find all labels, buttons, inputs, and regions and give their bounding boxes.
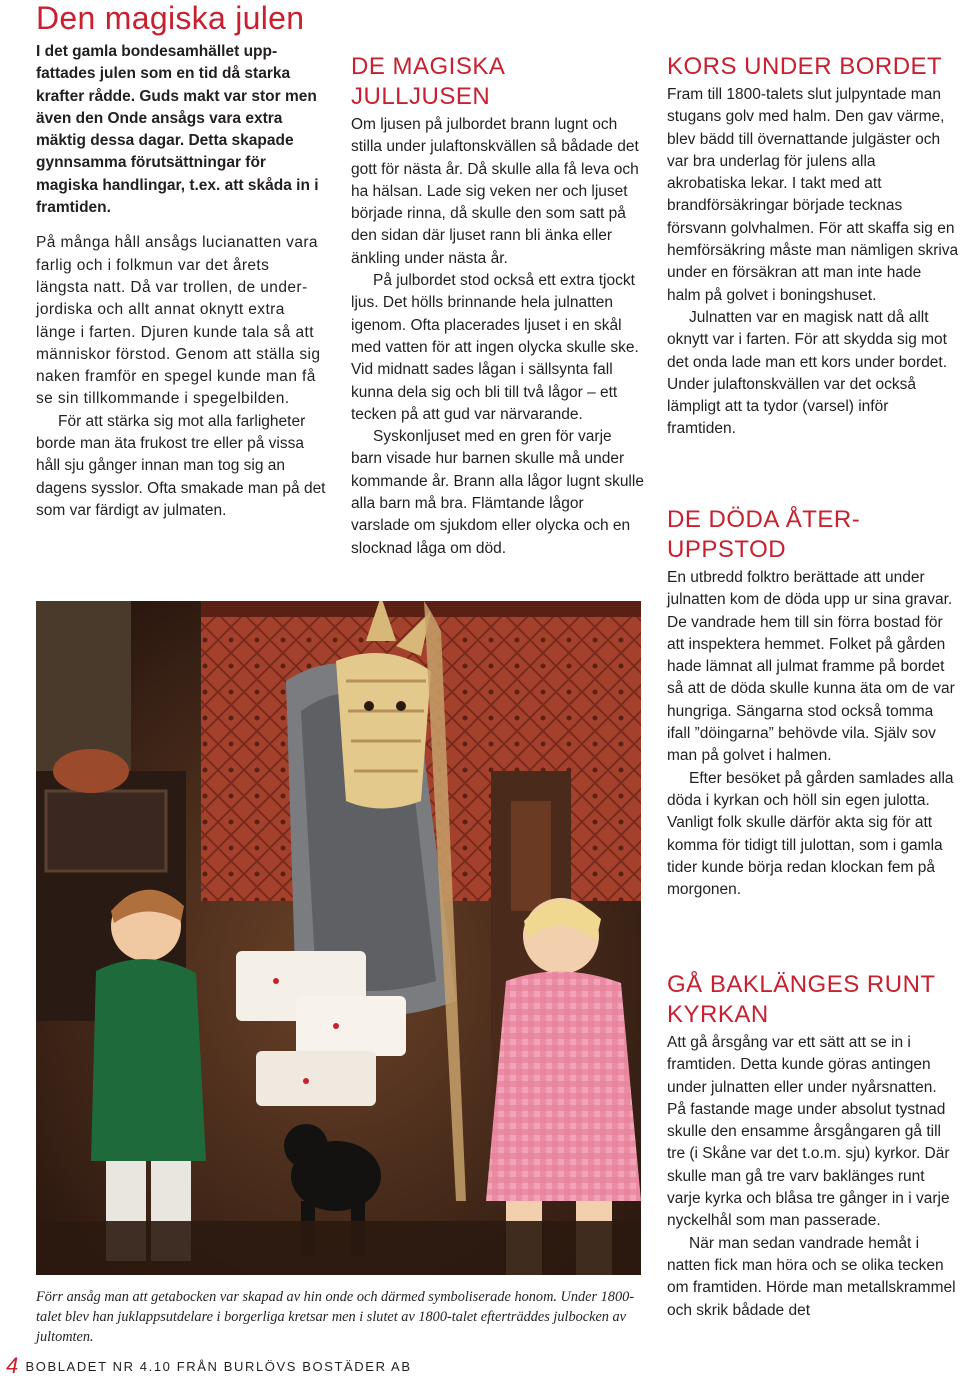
- section-paragraph: En utbredd folktro berättade att under julnatten kom de döda upp ur sina gravar. De vandrade hem till sin förra bostad för att inspektera hemmet. Folket på gården hade lämnat all julmat framme på bordet så att de döda skulle kunna äta om de var hungriga. Sängarna stod också tomma ifall ”döingarna” behövde vila. Själv sov man på golvet i halmen.: [667, 569, 955, 765]
- section-paragraph: På julbordet stod också ett extra tjockt ljus. Det hölls brinnande hela julnatten igenom. Ofta placerades ljuset i en skål med vatten för att ingen olycka skulle ske. Vid midnatt sades lågan i sällsynta fall kunna dela sig och bli till två lågor – ett tecken på att gud var närvarande.: [351, 272, 639, 423]
- section-heading: DE DÖDA ÅTERUPPSTOD: [667, 506, 860, 563]
- section-paragraph: Om ljusen på julbordet brann lugnt och stilla under julaftonskvällen så bådade det gott för nästa år. Då skulle alla få leva och ha hälsan. Lade sig veken ner och ljuset började rinna, då skulle den som satt på den sidan där ljuset rann bli änka eller änkling under nästa år.: [351, 116, 639, 267]
- intro-paragraph: För att stärka sig mot alla farligheter borde man äta frukost tre eller på vissa håll sju gånger innan man tog sig an dagens sysslor. Ofta smakade man på det som var färdigt av julmaten.: [36, 412, 326, 519]
- julljusen-section: [351, 52, 645, 560]
- page-title: Den magiska julen: [36, 0, 305, 36]
- intro-paragraph: På många håll ansågs lucianatten vara farlig och i folkmun var det årets längsta natt. Då var trollen, de underjordiska och allt annat oknytt extra länge i farten. Djuren kunde tala så att människor förstod. Genom att ställa sig naken framför en spegel kunde man få se sin tillkommande i spegelbilden.: [36, 234, 321, 408]
- doda-section: [667, 505, 959, 901]
- section-heading: DE MAGISKA JULLJUSEN: [351, 53, 505, 110]
- section-paragraph: Efter besöket på gården samlades alla döda i kyrkan och höll sin egen julotta. Vanligt folk skulle därför akta sig för att komma för tidigt till julottan, som i gamla tider kunde börja redan klockan fem på morgonen.: [667, 769, 954, 899]
- page-number: 4: [6, 1353, 19, 1378]
- julbock-scene-illustration: [36, 601, 641, 1275]
- intro-column: [36, 41, 326, 522]
- section-heading: KORS UNDER BORDET: [667, 53, 943, 80]
- kors-section: [667, 52, 959, 441]
- publication-name: BOBLADET NR 4.10 FRÅN BURLÖVS BOSTÄDER AB: [25, 1359, 412, 1374]
- section-heading: GÅ BAKLÄNGES RUNT KYRKAN: [667, 971, 936, 1028]
- section-paragraph: Fram till 1800-talets slut julpyntade man stugans golv med halm. Den gav värme, blev bädd till övernattande julgäster och var bra underlag för julens alla akrobatiska lekar. I takt med att brandförsäkringar började tecknas försvann golvhalmen. För att skaffa sig en hemförsäkring måste man nämligen skriva under en försäkran att man inte hade halm på golvet i boningshuset.: [667, 86, 959, 304]
- intro-lead: I det gamla bondesamhället uppfattades julen som en tid då starka krafter rådde. Guds makt var stor men även den Onde ansågs vara extra mäktig dessa dagar. Detta skapade gynnsamma förutsättningar för magiska handlingar, t.ex. att skåda in i framtiden.: [36, 43, 319, 217]
- section-paragraph: Syskonljuset med en gren för varje barn visade hur barnen skulle må under kommande år. Brann alla lågor lugnt skulle alla barn må bra. Flämtande lågor varslade om sjukdom eller olycka och en slocknad låga om död.: [351, 428, 644, 557]
- section-paragraph: Julnatten var en magisk natt då allt oknytt var i farten. För att skydda sig mot det onda lade man ett kors under bordet. Under julaftonskvällen var det också lämpligt att ta tydor (varsel) inför framtiden.: [667, 308, 948, 438]
- baklanges-section: [667, 970, 959, 1322]
- section-paragraph: När man sedan vandrade hemåt i natten fick man höra och se olika tecken om framtiden. Hörde man metallskrammel och skrik bådade det: [667, 1234, 956, 1319]
- page-footer: [6, 1353, 412, 1379]
- museum-photo: [36, 601, 641, 1275]
- section-paragraph: Att gå årsgång var ett sätt att se in i framtiden. Detta kunde göras antingen under julnatten eller under nyårsnatten. På fastande mage under absolut tystnad skulle den ensamme årsgångaren gå till tre (i Skåne var det t.o.m. sju) kyrkor. Där skulle man gå tre varv baklänges runt varje kyrka och blåsa tre gånger in i varje nyckelhål som man passerade.: [667, 1034, 950, 1230]
- photo-caption: Förr ansåg man att getabocken var skapad av hin onde och därmed symboliserade honom. Under 1800-talet blev han juklappsutdelare i borgerliga kretsar men i slutet av 1800-talet efterträddes julbocken av jultomten.: [36, 1289, 634, 1345]
